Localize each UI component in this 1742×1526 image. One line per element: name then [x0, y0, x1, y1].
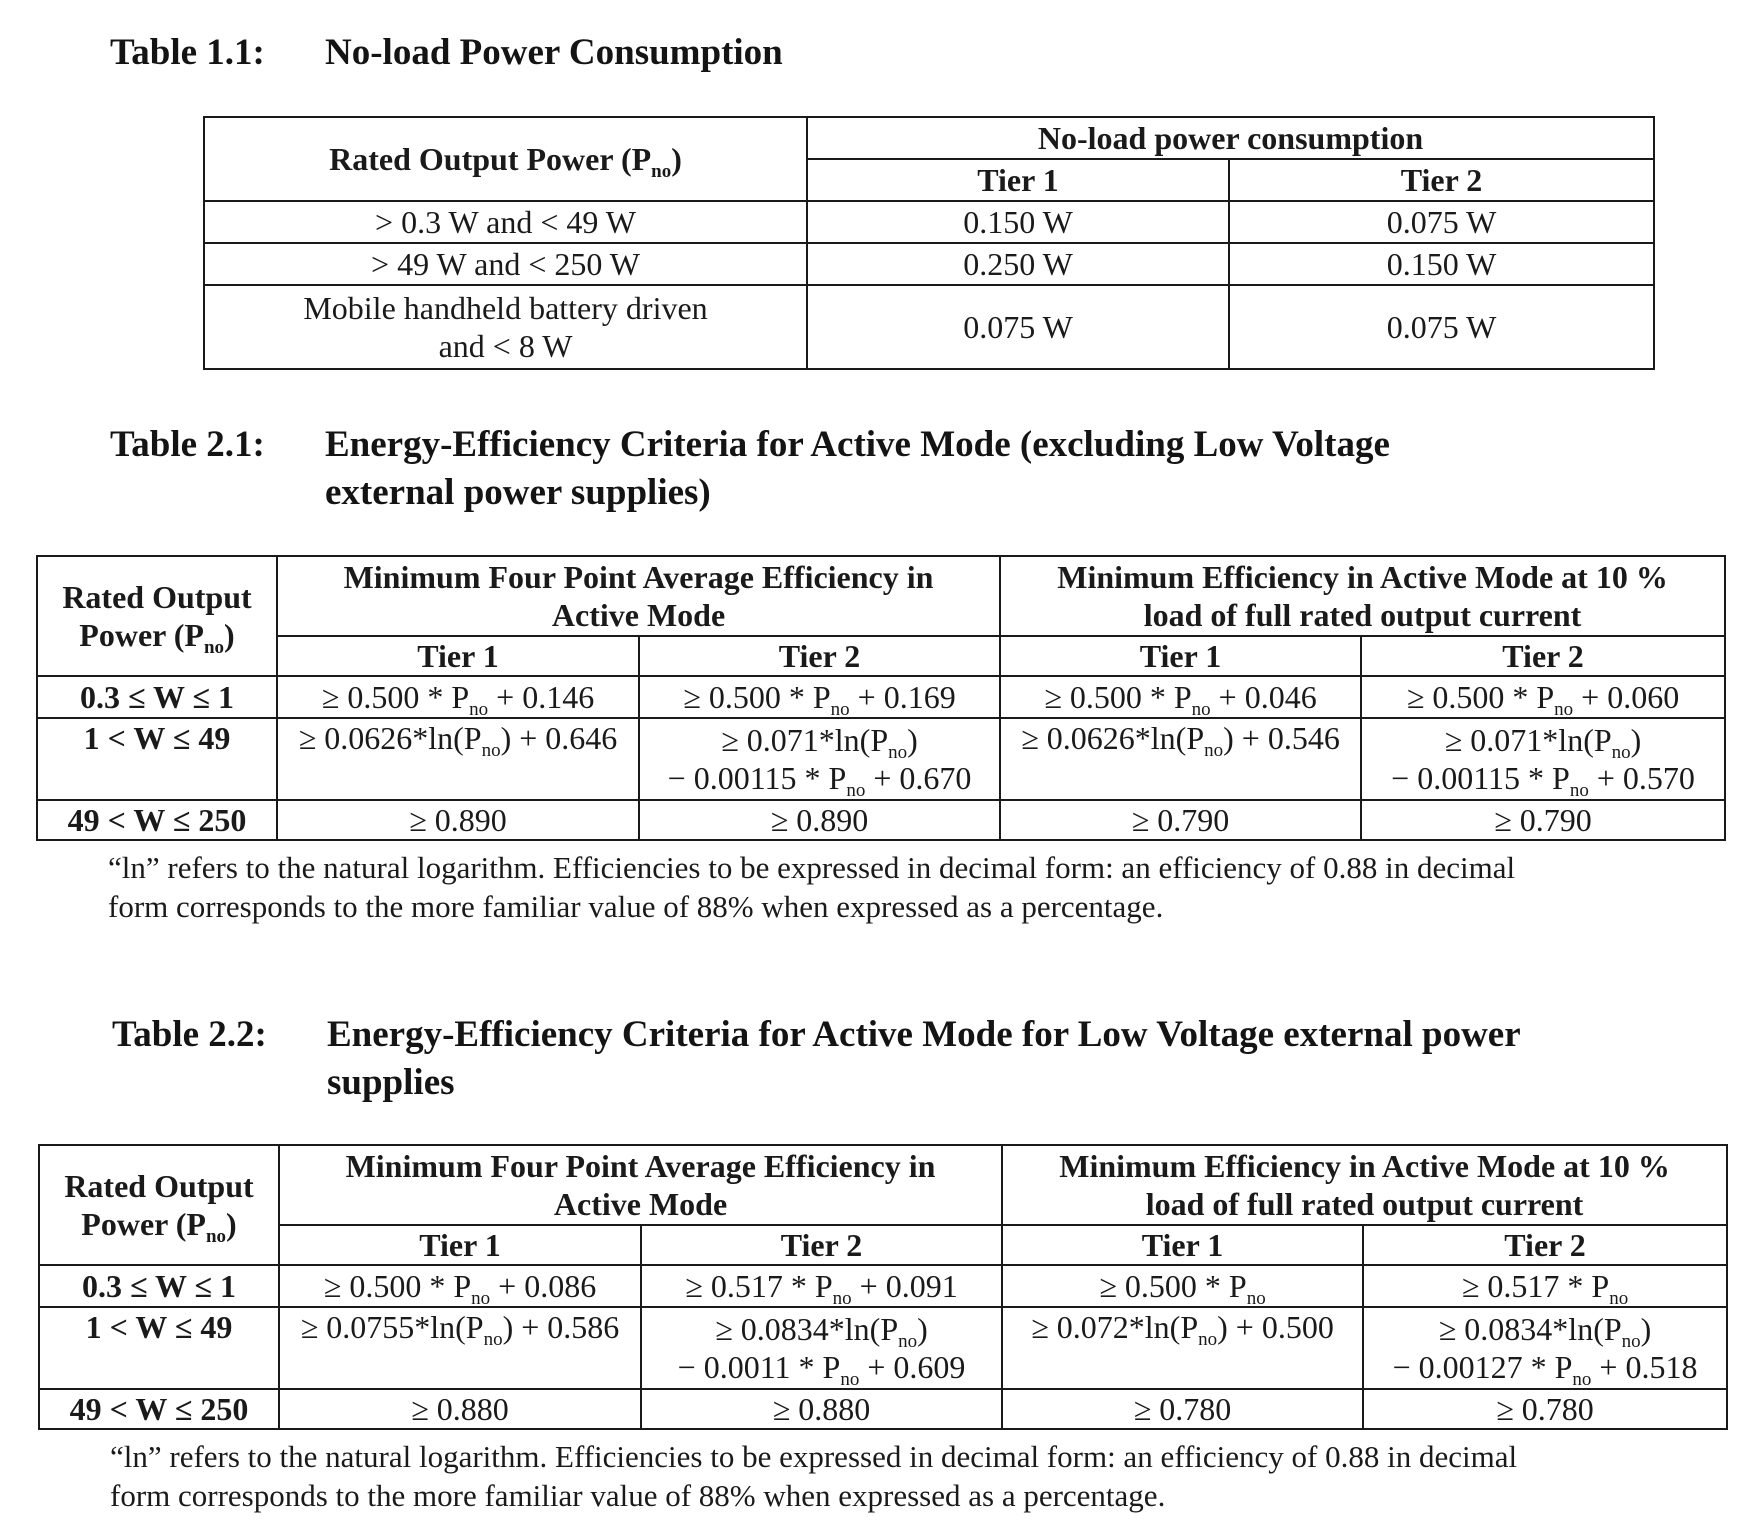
- table-2-1-caption: [110, 420, 1710, 520]
- cell-avg-tier-1: ≥ $0.0626*\ln(P_{no}) + 0.646$: [277, 718, 639, 800]
- cell-tier-1: 0.150 W: [807, 201, 1229, 243]
- table-1-1-number: Table 1.1:: [110, 32, 265, 73]
- cell-range: 49 < W ≤ 250: [39, 1389, 279, 1429]
- cell-10pct-tier-2: ≥ 0.780: [1363, 1389, 1727, 1429]
- table-row: [204, 201, 1654, 243]
- table-1-1-title: No-load Power Consumption: [325, 32, 783, 73]
- cell-avg-tier-1: ≥ 0.880: [279, 1389, 641, 1429]
- table-row: [37, 800, 1725, 840]
- table-2-2-caption: [112, 1010, 1712, 1110]
- cell-avg-tier-1: ≥ $0.500 * P_{no} + 0.086$: [279, 1265, 641, 1307]
- cell-range: > 0.3 W and < 49 W: [204, 201, 807, 243]
- table-2-2-title-line2: supplies: [327, 1062, 455, 1103]
- table-row: [204, 285, 1654, 369]
- header-rated-output: Rated Output Power $(P_{no})$: [39, 1145, 279, 1265]
- header-10-percent-load: Minimum Efficiency in Active Mode at 10 % load of full rated output current: [1002, 1145, 1727, 1225]
- table-2-1-title-line2: external power supplies): [325, 472, 711, 513]
- cell-tier-2: 0.150 W: [1229, 243, 1654, 285]
- cell-10pct-tier-1: ≥ $0.072*\ln(P_{no}) + 0.500$: [1002, 1307, 1363, 1389]
- cell-avg-tier-2: ≥ 0.890: [639, 800, 1000, 840]
- table-2-2-footnote: “ln” refers to the natural logarithm. Efficiencies to be expressed in decimal form: an efficiency of 0.88 in decimal form corresponds to the more familiar value of 88% when expressed as a percentage.: [110, 1439, 1518, 1513]
- table-row: [204, 243, 1654, 285]
- cell-range: 1 < W ≤ 49: [39, 1307, 279, 1389]
- cell-avg-tier-1: ≥ $0.0755*\ln(P_{no}) + 0.586$: [279, 1307, 641, 1389]
- table-1-1-caption: [110, 28, 910, 78]
- cell-avg-tier-2: ≥ 0.880: [641, 1389, 1002, 1429]
- cell-range: 0.3 ≤ W ≤ 1: [39, 1265, 279, 1307]
- cell-10pct-tier-1: ≥ $0.0626*\ln(P_{no}) + 0.546$: [1000, 718, 1361, 800]
- table-row: [37, 676, 1725, 718]
- cell-range: > 49 W and < 250 W: [204, 243, 807, 285]
- table-2-1-title-line1: Energy-Efficiency Criteria for Active Mode (excluding Low Voltage: [325, 424, 1390, 465]
- cell-tier-2: 0.075 W: [1229, 201, 1654, 243]
- cell-tier-1: 0.250 W: [807, 243, 1229, 285]
- table-row: [39, 1265, 1727, 1307]
- cell-10pct-tier-2: ≥ $0.500 * P_{no} + 0.060$: [1361, 676, 1725, 718]
- header-tier-1: Tier 1: [1000, 636, 1361, 676]
- header-tier-2: Tier 2: [1361, 636, 1725, 676]
- header-four-point-average: Minimum Four Point Average Efficiency in Active Mode: [279, 1145, 1002, 1225]
- cell-avg-tier-2: ≥ $0.517 * P_{no} + 0.091$: [641, 1265, 1002, 1307]
- cell-avg-tier-2: ≥ $0.071*\ln(P_{no})$ − $0.00115 * P_{no} + 0.670$: [639, 718, 1000, 800]
- header-tier-1: Tier 1: [807, 159, 1229, 201]
- cell-range: 49 < W ≤ 250: [37, 800, 277, 840]
- cell-avg-tier-2: ≥ $0.500 * P_{no} + 0.169$: [639, 676, 1000, 718]
- header-10-percent-load: Minimum Efficiency in Active Mode at 10 % load of full rated output current: [1000, 556, 1725, 636]
- cell-range: 1 < W ≤ 49: [37, 718, 277, 800]
- cell-10pct-tier-2: ≥ $0.517 * P_{no}$: [1363, 1265, 1727, 1307]
- cell-avg-tier-2: ≥ $0.0834*\ln(P_{no})$ − $0.0011 * P_{no} + 0.609$: [641, 1307, 1002, 1389]
- header-tier-1: Tier 1: [1002, 1225, 1363, 1265]
- cell-10pct-tier-1: ≥ 0.780: [1002, 1389, 1363, 1429]
- table-row: [39, 1389, 1727, 1429]
- cell-avg-tier-1: ≥ 0.890: [277, 800, 639, 840]
- cell-10pct-tier-1: ≥ 0.790: [1000, 800, 1361, 840]
- cell-range: Mobile handheld battery driven and < 8 W: [204, 285, 807, 369]
- cell-tier-1: 0.075 W: [807, 285, 1229, 369]
- table-row: [39, 1307, 1727, 1389]
- cell-10pct-tier-1: ≥ $0.500 * P_{no}$: [1002, 1265, 1363, 1307]
- header-tier-1: Tier 1: [279, 1225, 641, 1265]
- cell-10pct-tier-1: ≥ $0.500 * P_{no} + 0.046$: [1000, 676, 1361, 718]
- table-1-1: [203, 116, 1655, 370]
- header-rated-output: Rated Output Power $(P_{no})$: [204, 117, 807, 201]
- header-no-load-group: No-load power consumption: [807, 117, 1654, 159]
- header-rated-output: Rated Output Power $(P_{no})$: [37, 556, 277, 676]
- cell-tier-2: 0.075 W: [1229, 285, 1654, 369]
- table-2-1-footnote: “ln” refers to the natural logarithm. Efficiencies to be expressed in decimal form: an efficiency of 0.88 in decimal form corresponds to the more familiar value of 88% when expressed as a percentage.: [108, 850, 1516, 924]
- cell-10pct-tier-2: ≥ $0.0834*\ln(P_{no})$ − $0.00127 * P_{no} + 0.518$: [1363, 1307, 1727, 1389]
- cell-10pct-tier-2: ≥ 0.790: [1361, 800, 1725, 840]
- header-tier-2: Tier 2: [641, 1225, 1002, 1265]
- header-tier-2: Tier 2: [639, 636, 1000, 676]
- header-tier-1: Tier 1: [277, 636, 639, 676]
- header-tier-2: Tier 2: [1229, 159, 1654, 201]
- table-row: [37, 718, 1725, 800]
- header-four-point-average: Minimum Four Point Average Efficiency in Active Mode: [277, 556, 1000, 636]
- table-2-2-title-line1: Energy-Efficiency Criteria for Active Mode for Low Voltage external power: [327, 1014, 1521, 1055]
- table-2-1: [36, 555, 1726, 841]
- table-2-1-number: Table 2.1:: [110, 424, 265, 465]
- header-tier-2: Tier 2: [1363, 1225, 1727, 1265]
- table-2-2-number: Table 2.2:: [112, 1014, 267, 1055]
- cell-avg-tier-1: ≥ $0.500 * P_{no} + 0.146$: [277, 676, 639, 718]
- table-2-2: [38, 1144, 1728, 1430]
- cell-10pct-tier-2: ≥ $0.071*\ln(P_{no})$ − $0.00115 * P_{no} + 0.570$: [1361, 718, 1725, 800]
- cell-range: 0.3 ≤ W ≤ 1: [37, 676, 277, 718]
